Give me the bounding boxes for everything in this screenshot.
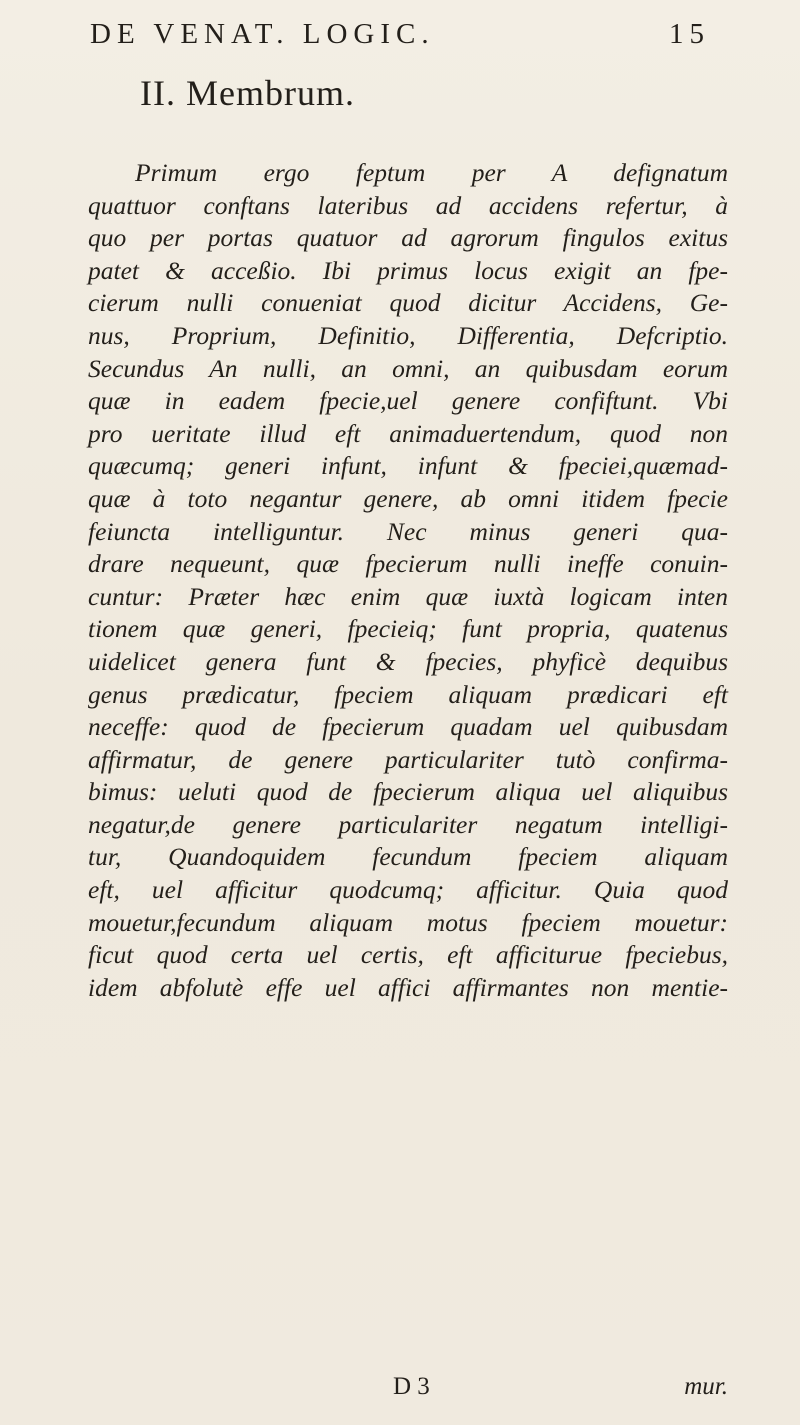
- section-heading: II. Membrum.: [140, 73, 355, 113]
- text-line: Primum ergo feptum per A defignatum: [135, 158, 728, 187]
- text-line: idem abfolutè effe uel affici affirmantes non mentie-: [88, 972, 728, 1002]
- page-footer: [88, 1373, 728, 1407]
- text-line: quattuor conftans lateribus ad accidens refertur, à: [88, 190, 728, 220]
- running-head: [90, 18, 730, 54]
- text-line: nus, Proprium, Definitio, Differentia, Defcriptio.: [88, 320, 728, 350]
- body-text: [88, 157, 728, 1004]
- text-line: tionem quæ generi, fpecieiq; funt propria, quatenus: [88, 614, 728, 644]
- text-line: quo per portas quatuor ad agrorum fingulos exitus: [88, 223, 728, 253]
- text-line: feiuncta intelliguntur. Nec minus generi qua-: [88, 516, 728, 546]
- text-line: genus prædicatur, fpeciem aliquam prædicari eft: [88, 679, 728, 709]
- text-line: mouetur,fecundum aliquam motus fpeciem mouetur:: [88, 907, 728, 937]
- text-line: Secundus An nulli, an omni, an quibusdam eorum: [88, 353, 728, 383]
- text-line: neceffe: quod de fpecierum quadam uel quibusdam: [88, 712, 728, 742]
- catchword: mur.: [684, 1373, 728, 1400]
- text-line: tur, Quandoquidem fecundum fpeciem aliquam: [88, 842, 728, 872]
- text-line: quæcumq; generi infunt, infunt & fpeciei,quæmad-: [88, 451, 728, 481]
- text-line: quæ in eadem fpecie,uel genere confiftunt. Vbi: [88, 386, 728, 416]
- text-line: pro ueritate illud eft animaduertendum, quod non: [88, 418, 728, 448]
- signature-mark: D 3: [393, 1373, 430, 1400]
- running-head-title: DE VENAT. LOGIC.: [90, 18, 435, 50]
- text-line: ficut quod certa uel certis, eft afficiturue fpeciebus,: [88, 940, 728, 970]
- text-line: cierum nulli conueniat quod dicitur Accidens, Ge-: [88, 288, 728, 318]
- text-line: eft, uel afficitur quodcumq; afficitur. Quia quod: [88, 875, 728, 905]
- page-number: 15: [669, 18, 710, 50]
- text-line: cuntur: Præter hæc enim quæ iuxtà logicam inten: [88, 581, 728, 611]
- text-line: bimus: ueluti quod de fpecierum aliqua uel aliquibus: [88, 777, 728, 807]
- text-line: affirmatur, de genere particulariter tutò confirma-: [88, 744, 728, 774]
- text-line: negatur,de genere particulariter negatum intelligi-: [88, 809, 728, 839]
- text-line: patet & acceßio. Ibi primus locus exigit an fpe-: [88, 255, 728, 285]
- text-line: quæ à toto negantur genere, ab omni itidem fpecie: [88, 483, 728, 513]
- text-line: uidelicet genera funt & fpecies, phyficè dequibus: [88, 646, 728, 676]
- text-line: drare nequeunt, quæ fpecierum nulli ineffe conuin-: [88, 549, 728, 579]
